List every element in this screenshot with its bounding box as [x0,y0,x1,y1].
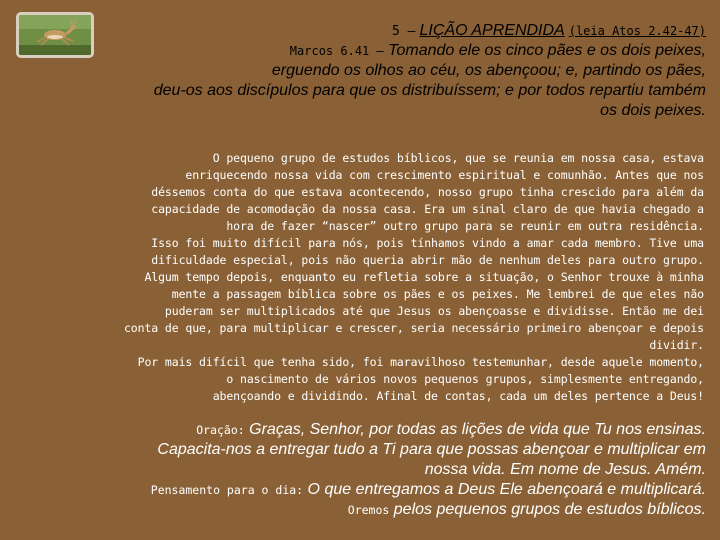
text-line: mente a passagem bíblica sobre os pães e os peixes. Me lembrei de que eles não [171,287,704,301]
lesson-heading: LIÇÃO APRENDIDA [419,22,565,39]
text-line: dificuldade especial, pois não queria abrir mão de nenhum deles para outro grupo. [151,253,704,267]
verse-line: os dois peixes. [600,102,706,119]
closing-label: Oremos [347,503,390,517]
text-line: O pequeno grupo de estudos bíblicos, que se reunia em nossa casa, estava [212,151,704,165]
text-line: puderam ser multiplicados até que Jesus os abençoasse e dividisse. Então me dei [164,304,704,318]
text-line: o nascimento de vários novos pequenos grupos, simplesmente entregando, [226,372,704,386]
prayer-line: nossa vida. Em nome de Jesus. Amém. [424,461,706,478]
text-line: Isso foi muito difícil para nós, pois tínhamos vindo a amar cada membro. Tive uma [151,236,704,250]
text-line: déssemos conta do que estava acontecendo, nosso grupo tinha crescido para além da [151,185,704,199]
text-line: dividir. [649,338,704,352]
prayer-label: Oração: [196,423,245,437]
verse-line: deu-os aos discípulos para que os distribuíssem; e por todos repartiu também [153,82,706,99]
closing-prayer-request: Oremos pelos pequenos grupos de estudos bíblicos. [347,501,706,518]
verse-line: Marcos 6.41 – Tomando ele os cinco pães e os dois peixes, [289,42,706,59]
text-line: hora de fazer “nascer” outro grupo para se reunir em outra residência. [226,219,704,233]
verse-reference: Marcos 6.41 – [289,44,384,58]
text-line: Por mais difícil que tenha sido, foi maravilhoso testemunhar, desde aquele momento, [137,355,704,369]
text-line: Algum tempo depois, enquanto eu refletia sobre a situação, o Senhor trouxe à minha [144,270,704,284]
verse-line: erguendo os olhos ao céu, os abençoou; e, partindo os pães, [271,62,706,79]
lesson-title [0,22,706,40]
prayer-line: Oração: Graças, Senhor, por todas as lições de vida que Tu nos ensinas. [196,421,706,438]
reading-reference: (leia Atos 2.42-47) [568,24,706,38]
lesson-number: 5 – [392,24,416,39]
prayer-section [20,420,706,520]
thought-label: Pensamento para o dia: [150,483,304,497]
devotional-text [22,150,704,405]
text-line: enriquecendo nossa vida com crescimento espiritual e comunhão. Antes que nos [185,168,704,182]
text-line: capacidade de acomodação da nossa casa. Era um sinal claro de que havia chegado a [151,202,704,216]
prayer-line: Capacita-nos a entregar tudo a Ti para que possas abençoar e multiplicar em [157,441,706,458]
text-line: conta de que, para multiplicar e crescer, seria necessário primeiro abençoar e depois [123,321,704,335]
thought-of-day: Pensamento para o dia: O que entregamos a Deus Ele abençoará e multiplicará. [150,481,706,498]
bible-verse [20,41,706,121]
text-line: abençoando e dividindo. Afinal de contas, cada um deles pertence a Deus! [212,389,704,403]
